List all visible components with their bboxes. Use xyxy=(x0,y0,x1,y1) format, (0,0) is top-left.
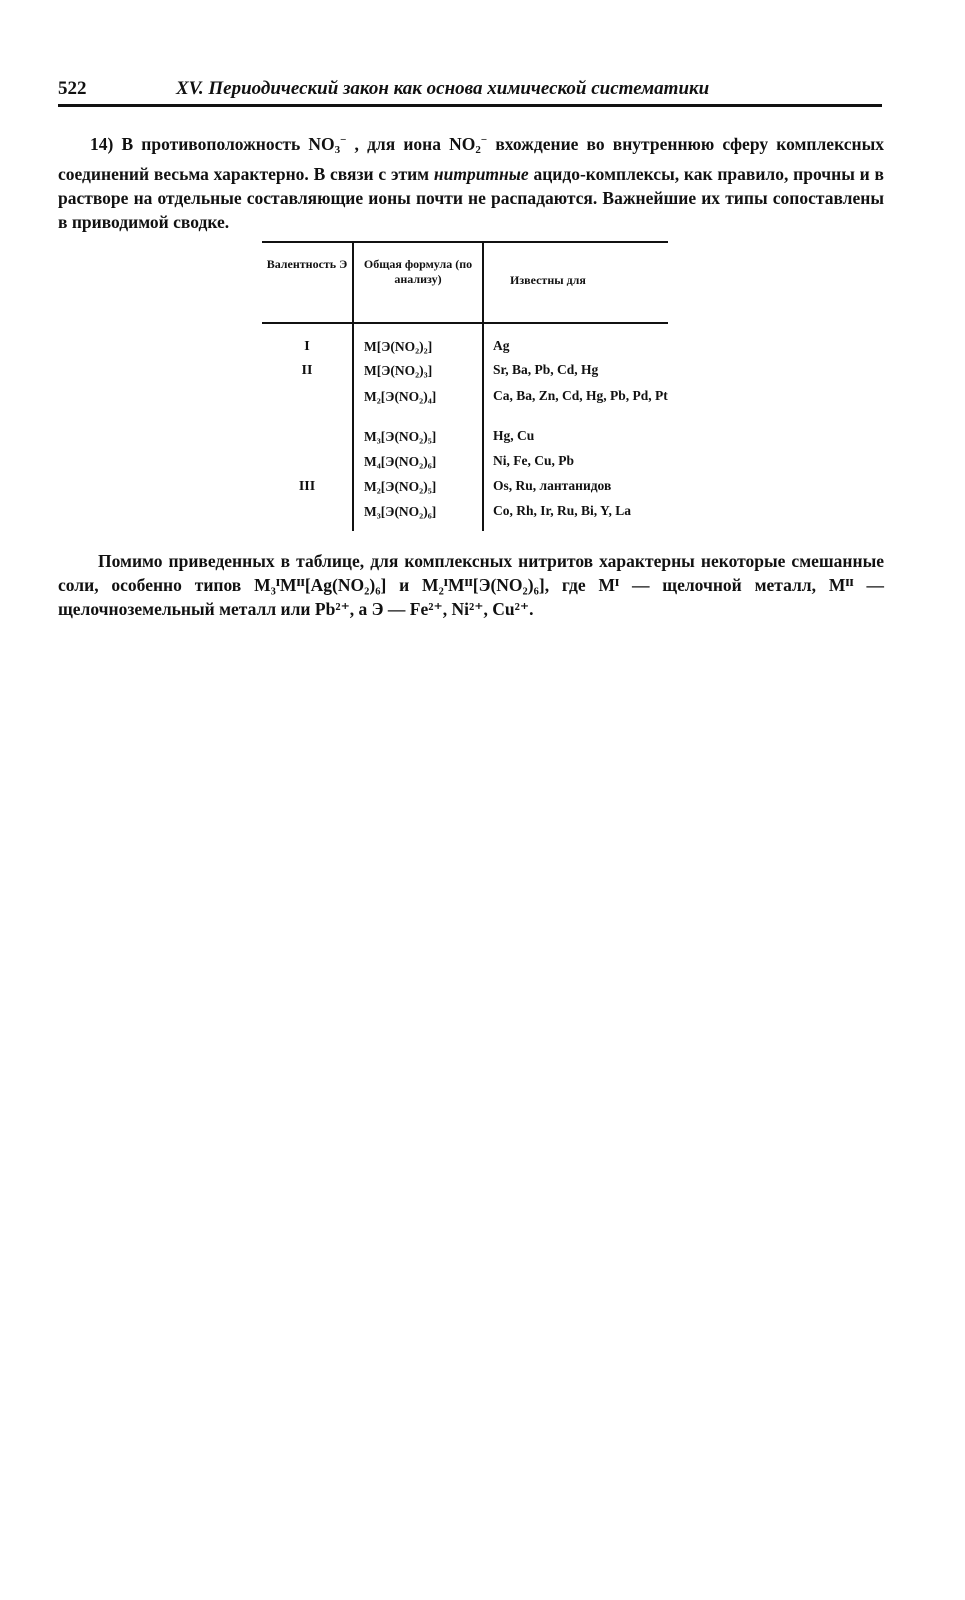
nitrite-complex-table xyxy=(262,241,668,531)
table-row xyxy=(262,361,668,385)
table-row xyxy=(262,427,668,451)
page-number: 522 xyxy=(58,78,87,99)
cell-known-for: Hg, Cu xyxy=(493,428,535,443)
paragraph-14 xyxy=(58,128,884,234)
table-row xyxy=(262,477,668,501)
no3-subscript: 3 xyxy=(334,144,341,156)
header-formula: Общая формула (по анализу) xyxy=(363,257,473,286)
no2-subscript: 2 xyxy=(475,144,481,156)
cell-formula: M₃[Э(NO₂)₆] xyxy=(364,504,437,519)
formula-mixed-salt-e: M₂ᴵMᴵᴵ[Э(NO₂)₆] xyxy=(422,575,545,595)
p2-text-b: , где Mᴵ — щелочной металл, Mᴵᴵ — щелочноземельный металл или Pb²⁺, а Э — Fe²⁺, Ni²⁺, Cu²⁺. xyxy=(58,575,884,619)
cell-formula: M₄[Э(NO₂)₆] xyxy=(364,454,437,469)
cell-known-for: Ag xyxy=(493,338,510,353)
page-header xyxy=(58,74,882,104)
no2-superscript: − xyxy=(480,134,488,146)
table-header-rule xyxy=(262,322,668,324)
nitrite-word: нитритные xyxy=(433,164,529,184)
cell-known-for: Ca, Ba, Zn, Cd, Hg, Pb, Pd, Pt xyxy=(493,388,668,403)
table-top-rule xyxy=(262,241,668,243)
cell-formula: M[Э(NO₂)₃] xyxy=(364,363,433,378)
header-valence: Валентность Э xyxy=(266,257,348,271)
table-row xyxy=(262,337,668,361)
cell-known-for: Os, Ru, лантанидов xyxy=(493,478,612,493)
cell-known-for: Ni, Fe, Cu, Pb xyxy=(493,453,574,468)
cell-formula: M₃[Э(NO₂)₅] xyxy=(364,429,437,444)
paragraph-mixed-salts xyxy=(58,549,884,621)
p2-text-a: Помимо приведенных в таблице, для комплексных нитритов характерны некоторые смешанные соли, особенно типов xyxy=(58,551,884,595)
p1-lead: 14) В противоположность NO xyxy=(90,134,335,154)
table-row xyxy=(262,502,668,526)
table-row xyxy=(262,387,668,423)
formula-mixed-salt-ag: M₃ᴵMᴵᴵ[Ag(NO₂)₆] xyxy=(254,575,387,595)
running-head: XV. Периодический закон как основа химической систематики xyxy=(176,78,710,99)
p1-text-a: , для иона NO xyxy=(346,134,476,154)
cell-known-for: Sr, Ba, Pb, Cd, Hg xyxy=(493,362,599,377)
no3-superscript: − xyxy=(340,134,347,146)
cell-known-for: Co, Rh, Ir, Ru, Bi, Y, La xyxy=(493,503,632,518)
cell-formula: M₂[Э(NO₂)₄] xyxy=(364,389,437,404)
cell-valence: I xyxy=(304,339,310,354)
cell-valence: II xyxy=(301,363,313,378)
cell-valence: III xyxy=(298,479,316,494)
p1-text-b: вхождение во внутреннюю сферу комплексных соединений весьма характерно. В связи с этим xyxy=(58,134,884,184)
p1-text-c: ацидо-комплексы, как правило, прочны и в растворе на отдельные составляющие ионы почти не распадаются. Важнейшие их типы сопоставлены в приводимой сводке. xyxy=(58,164,884,232)
header-known-for: Известны для xyxy=(510,273,586,287)
cell-formula: M[Э(NO₂)₂] xyxy=(364,339,433,354)
cell-formula: M₂[Э(NO₂)₅] xyxy=(364,479,437,494)
p2-text-and: и xyxy=(386,575,423,595)
header-rule xyxy=(58,104,882,107)
table-row xyxy=(262,452,668,476)
